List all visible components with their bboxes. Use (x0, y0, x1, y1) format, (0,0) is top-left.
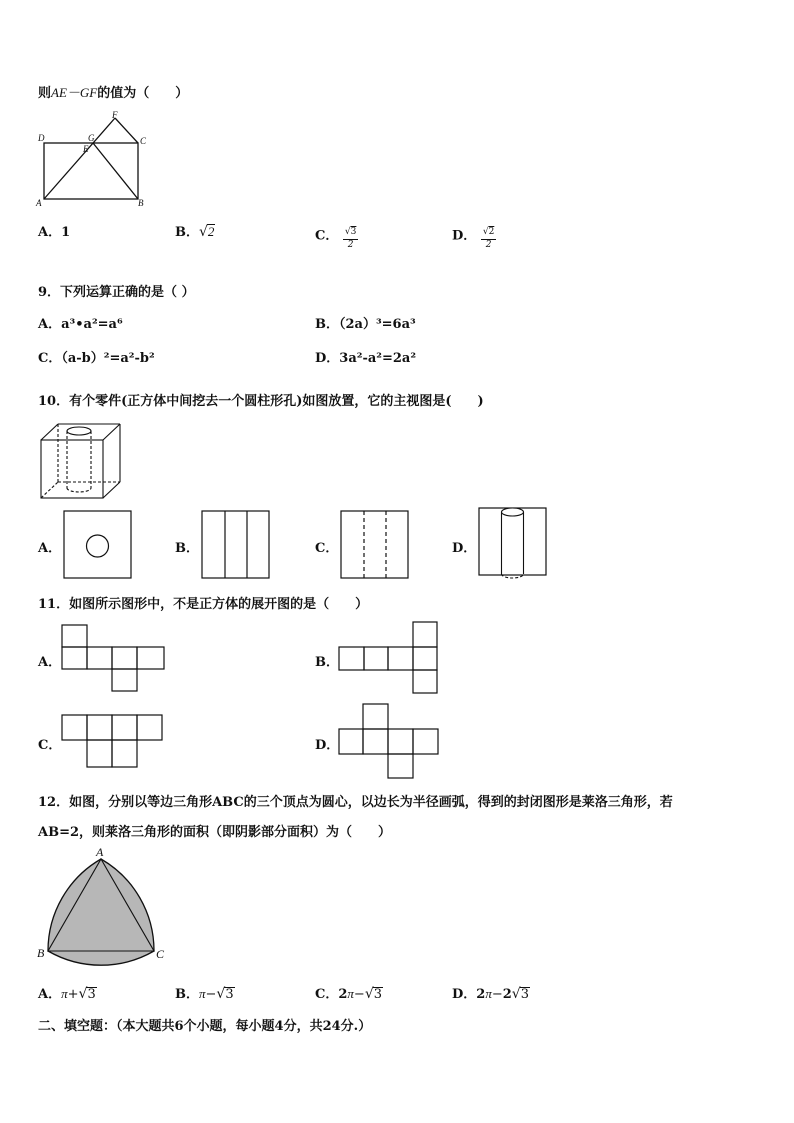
q8-option-b[interactable]: B．√2 (175, 224, 215, 240)
q9-option-c-label: C． (38, 351, 62, 366)
q11-option-b-net[interactable] (337, 620, 441, 696)
q12-option-b-pi: π (199, 986, 206, 1001)
q8-label-a: A (36, 198, 42, 208)
q8-stem (38, 82, 188, 101)
q8-option-c-radicand: 3 (350, 227, 357, 237)
q9-option-a[interactable] (38, 313, 123, 332)
q8-option-a[interactable] (38, 221, 70, 240)
q12-option-b-radicand: 3 (225, 987, 234, 1002)
q8-option-d[interactable] (452, 221, 496, 251)
q9-option-a-text: a³•a²=a⁶ (61, 317, 123, 332)
q12-option-c-label: C． (315, 987, 339, 1002)
q12-option-b[interactable]: B．π−√3 (175, 986, 234, 1002)
q9-option-a-label: A． (38, 317, 62, 332)
q11-option-c-net[interactable] (60, 713, 166, 771)
q8-label-e: E (83, 144, 89, 154)
q8-label-b: B (138, 198, 144, 208)
q10-option-d-label[interactable]: D． (452, 541, 477, 556)
q8-option-b-label: B． (175, 225, 199, 240)
q8-option-d-radicand: 2 (488, 227, 495, 237)
q8-label-d: D (38, 133, 45, 143)
q12-option-d-coef: 2 (476, 987, 486, 1002)
q10-option-c-view[interactable] (340, 510, 410, 580)
q8-label-f: F (112, 110, 118, 120)
q12-option-d[interactable]: D．2π−2√3 (452, 986, 529, 1002)
q10-option-d-view[interactable] (478, 507, 548, 579)
q12-label-b: B (37, 946, 45, 960)
q12-option-d-op: − (491, 987, 503, 1002)
q12-option-c-coef: 2 (338, 987, 348, 1002)
q12-label-a: A (96, 845, 104, 859)
q8-option-c-denominator: 2 (347, 239, 354, 250)
q8-option-b-radicand: 2 (207, 224, 215, 239)
q8-option-a-label: A． (38, 225, 62, 240)
q11-option-d-label[interactable]: D． (315, 738, 340, 753)
q8-stem-math: AE－GF (51, 85, 98, 100)
q9-option-b-label: B． (315, 317, 339, 332)
q12-option-d-label: D． (452, 987, 477, 1002)
q11-option-b-label[interactable]: B． (315, 655, 339, 670)
q8-line-af (44, 118, 115, 199)
q9-stem: 9．下列运算正确的是（ ） (38, 285, 195, 300)
q8-option-d-fraction: $\frac{√2}{2}$ (482, 227, 495, 250)
q12-option-a-op: + (67, 987, 79, 1002)
q12-stem-line2: AB=2，则莱洛三角形的面积（即阴影部分面积）为（ ） (38, 825, 392, 840)
q12-option-d-radicand: 3 (520, 987, 529, 1002)
q12-option-c-pi: π (347, 986, 354, 1001)
q8-option-c-label: C． (315, 228, 339, 244)
q12-option-a-label: A． (38, 987, 62, 1002)
q12-label-c: C (156, 947, 165, 961)
q9-option-d[interactable] (315, 347, 416, 366)
q8-stem-suffix: 的值为（ ） (97, 86, 189, 101)
q12-option-c-op: − (353, 987, 365, 1002)
q8-line-fc (115, 118, 138, 143)
q9-option-c-text: （a-b）²=a²-b² (61, 351, 155, 366)
q8-option-d-label: D． (452, 228, 477, 244)
q12-option-a-radicand: 3 (87, 987, 96, 1002)
q12-reuleaux-figure (34, 845, 174, 963)
q10-stem: 10．有个零件(正方体中间挖去一个圆柱形孔)如图放置，它的主视图是( ) (38, 394, 484, 409)
q12-option-a[interactable]: A．π+√3 (38, 986, 96, 1002)
q12-stem-line1: 12．如图，分别以等边三角形ABC的三个顶点为圆心，以边长为半径画弧，得到的封闭图形是莱洛三角形，若 (38, 795, 673, 810)
q11-stem: 11．如图所示图形中，不是正方体的展开图的是（ ） (38, 597, 369, 612)
q8-line-gb (93, 143, 138, 199)
section2-heading: 二、填空题：（本大题共6个小题，每小题4分，共24分.） (38, 1019, 372, 1034)
q12-option-c-radicand: 3 (373, 987, 383, 1002)
q10-hole-top (67, 427, 91, 435)
q11-option-a-label[interactable]: A． (38, 655, 62, 670)
q9-option-b-text: （2a）³=6a³ (339, 317, 416, 332)
q10-cube-figure (36, 420, 128, 502)
q10-option-a-label[interactable]: A． (38, 541, 62, 556)
q8-option-d-denominator: 2 (485, 239, 492, 250)
q10-option-c-label[interactable]: C． (315, 541, 339, 556)
q12-reuleaux-shape (48, 859, 154, 965)
q12-option-d-pi: π (485, 986, 492, 1001)
q12-option-b-op: − (205, 987, 217, 1002)
q9-option-d-label: D． (315, 351, 340, 366)
q10-option-b-view[interactable] (201, 510, 271, 580)
q8-option-a-value: 1 (61, 225, 71, 240)
q8-figure (30, 110, 160, 210)
q12-option-c[interactable]: C．2π−√3 (315, 986, 383, 1002)
q8-stem-prefix: 则 (38, 86, 52, 101)
q10-option-a-view[interactable] (63, 510, 133, 580)
q8-label-c: C (140, 136, 147, 146)
q8-rectangle (44, 143, 138, 199)
q11-option-a-net[interactable] (60, 623, 170, 695)
q8-option-c-fraction: $\frac{√3}{2}$ (344, 227, 357, 250)
q9-option-c[interactable] (38, 347, 155, 366)
q11-option-c-label[interactable]: C． (38, 738, 62, 753)
q8-option-c[interactable] (315, 221, 358, 251)
q10-option-b-label[interactable]: B． (175, 541, 199, 556)
q12-option-b-label: B． (175, 987, 199, 1002)
q12-option-a-pi: π (61, 986, 68, 1001)
q12-option-d-root-coef: 2 (502, 987, 512, 1002)
q8-label-g: G (88, 133, 95, 143)
q9-option-d-text: 3a²-a²=2a² (339, 351, 417, 366)
q11-option-d-net[interactable] (337, 702, 443, 782)
q9-option-b[interactable] (315, 313, 416, 332)
